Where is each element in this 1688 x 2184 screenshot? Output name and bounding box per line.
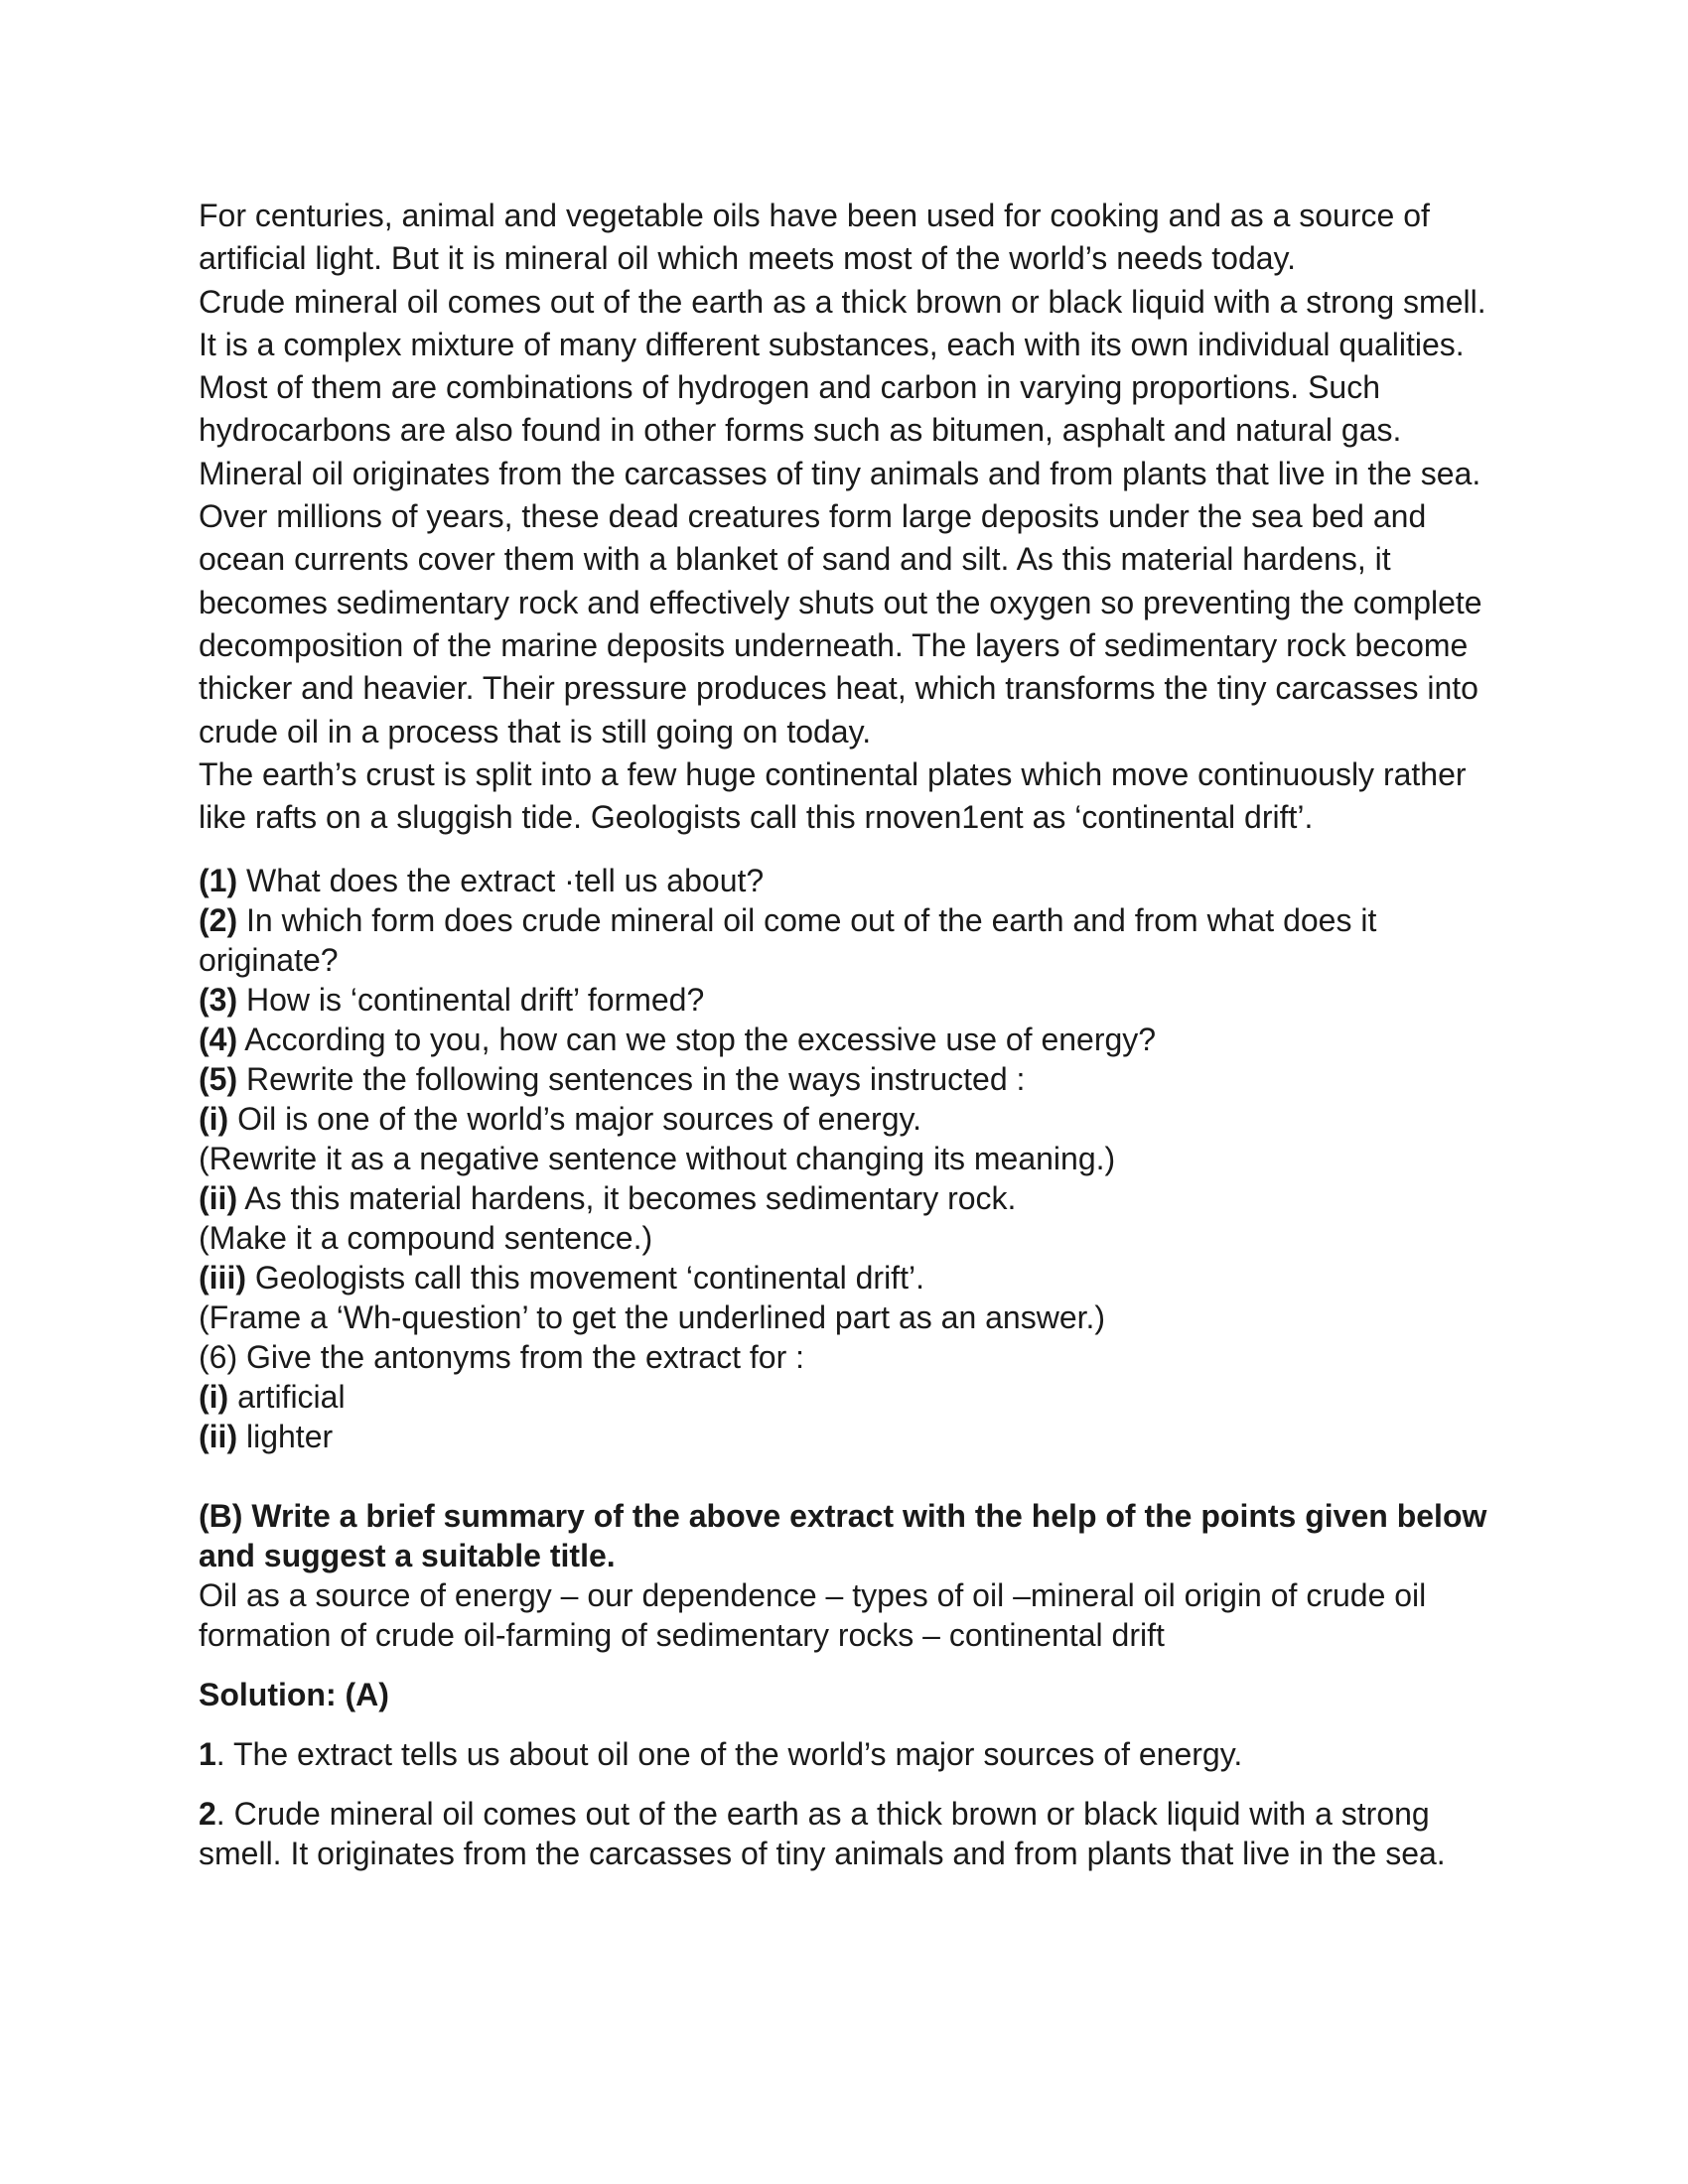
question-instruction	[199, 1297, 1499, 1337]
answer-number: 1	[199, 1736, 216, 1773]
passage-paragraph: Crude mineral oil comes out of the earth as a thick brown or black liquid with a strong smell. It is a complex mixture of many different substances, each with its own individual qualities. Most of them are combinations of hydrogen and carbon in varying proportions. Such hydrocarbons are also found in other forms such as bitumen, asphalt and natural gas. Mineral oil originates from the carcasses of tiny animals and from plants that live in the sea. Over millions of years, these dead creatures form large deposits under the sea bed and ocean currents cover them with a blanket of sand and silt. As this material hardens, it becomes sedimentary rock and effectively shuts out the oxygen so preventing the complete decomposition of the marine deposits underneath. The layers of sedimentary rock become thicker and heavier. Their pressure produces heat, which transforms the tiny carcasses into crude oil in a process that is still going on today.	[199, 283, 1486, 750]
answer-item	[199, 1794, 1499, 1873]
question-text: What does the extract ·tell us about?	[237, 863, 765, 899]
question-number: (5)	[199, 1061, 238, 1098]
question-text: (6) Give the antonyms from the extract for :	[199, 1339, 804, 1376]
question-item	[199, 1258, 1499, 1297]
passage-paragraph: The earth’s crust is split into a few huge continental plates which move continuously rather like rafts on a sluggish tide. Geologists call this rnoven1ent as ‘continental drift’.	[199, 755, 1467, 836]
document-page	[199, 195, 1499, 1873]
question-number: (1)	[199, 863, 238, 899]
question-item	[199, 1337, 1499, 1377]
question-number: (i)	[199, 1101, 229, 1138]
question-text: According to you, how can we stop the excessive use of energy?	[237, 1022, 1157, 1058]
question-number: (ii)	[199, 1180, 238, 1217]
question-item	[199, 980, 1499, 1020]
question-text: Geologists call this movement ‘continental drift’.	[245, 1260, 924, 1297]
question-list	[199, 861, 1499, 1456]
question-text: Oil is one of the world’s major sources of energy.	[228, 1101, 921, 1138]
passage-paragraph: For centuries, animal and vegetable oils have been used for cooking and as a source of artificial light. But it is mineral oil which meets most of the world’s needs today.	[199, 198, 1430, 277]
solution-heading: Solution: (A)	[199, 1677, 389, 1713]
question-text: Rewrite the following sentences in the ways instructed :	[237, 1061, 1026, 1098]
answer-number: 2	[199, 1796, 216, 1833]
question-text: artificial	[228, 1379, 346, 1416]
question-item	[199, 1377, 1499, 1417]
section-b-heading: (B) Write a brief summary of the above extract with the help of the points given below and suggest a suitable title.	[199, 1498, 1487, 1574]
question-text: (Rewrite it as a negative sentence without changing its meaning.)	[199, 1141, 1116, 1177]
summary-points: Oil as a source of energy – our dependence – types of oil –mineral oil origin of crude oil formation of crude oil-farming of sedimentary rocks – continental drift	[199, 1577, 1427, 1654]
question-item	[199, 861, 1499, 900]
question-number: (2)	[199, 902, 238, 939]
section-b	[199, 1496, 1499, 1655]
question-text: (Frame a ‘Wh-question’ to get the underlined part as an answer.)	[199, 1299, 1106, 1336]
answer-text: . The extract tells us about oil one of the world’s major sources of energy.	[215, 1736, 1243, 1773]
question-number: (ii)	[199, 1419, 238, 1455]
answer-item	[199, 1734, 1499, 1774]
question-item	[199, 1059, 1499, 1099]
question-instruction	[199, 1139, 1499, 1178]
question-number: (iii)	[199, 1260, 246, 1297]
question-number: (i)	[199, 1379, 229, 1416]
question-item	[199, 1178, 1499, 1218]
question-text: lighter	[237, 1419, 334, 1455]
question-instruction	[199, 1218, 1499, 1258]
answer-text: . Crude mineral oil comes out of the earth as a thick brown or black liquid with a strong smell. It originates from the carcasses of tiny animals and from plants that live in the sea.	[199, 1796, 1446, 1872]
question-text: As this material hardens, it becomes sedimentary rock.	[237, 1180, 1017, 1217]
question-text: In which form does crude mineral oil come out of the earth and from what does it originate?	[199, 902, 1377, 979]
question-item	[199, 1020, 1499, 1059]
passage	[199, 195, 1499, 839]
question-item	[199, 1099, 1499, 1139]
question-number: (3)	[199, 982, 238, 1019]
question-text: (Make it a compound sentence.)	[199, 1220, 653, 1257]
question-number: (4)	[199, 1022, 238, 1058]
question-item	[199, 900, 1499, 980]
question-text: How is ‘continental drift’ formed?	[237, 982, 705, 1019]
question-item	[199, 1417, 1499, 1456]
